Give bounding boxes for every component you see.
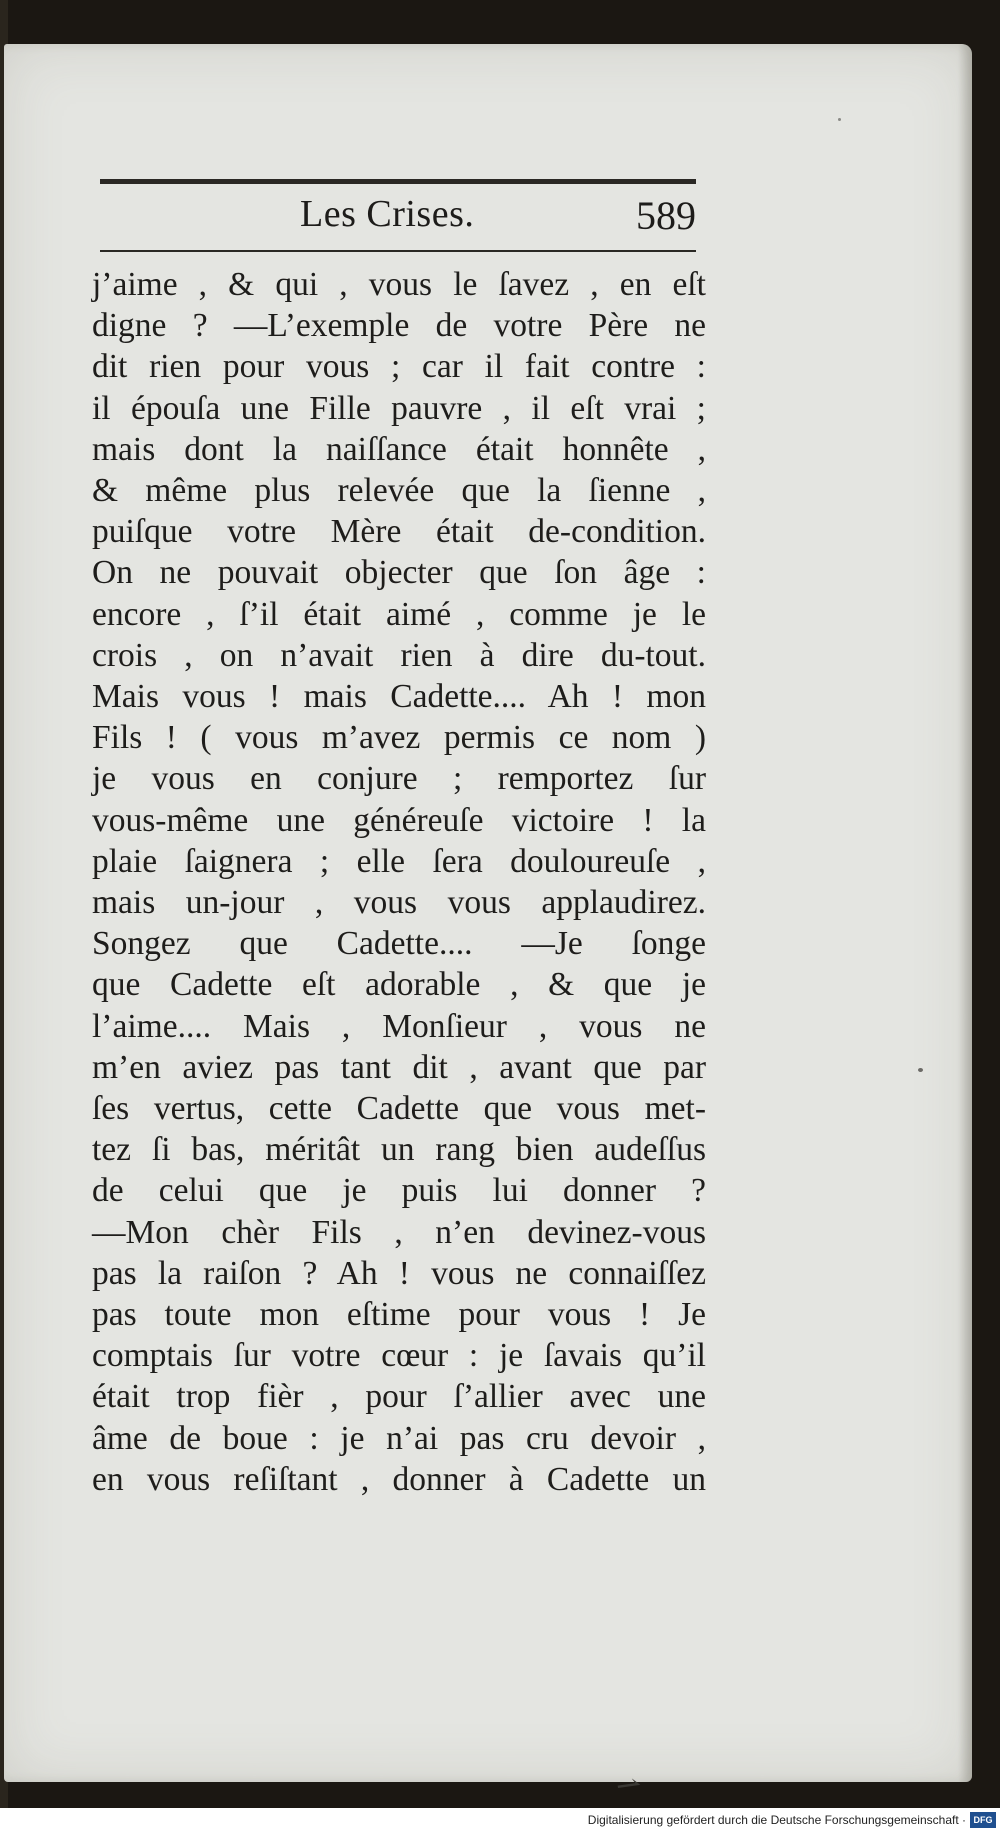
footer-credit: Digitalisierung gefördert durch die Deutsche Forschungsgemeinschaft · <box>587 1813 966 1827</box>
header-rule-bottom <box>100 250 696 252</box>
page-number: 589 <box>636 193 696 238</box>
paper-speck <box>918 1068 923 1072</box>
text-line: puiſque votre Mère était de-condition. <box>92 513 706 551</box>
text-line: digne ? —L’exemple de votre Père ne <box>92 307 706 345</box>
text-line: ſes vertus, cette Cadette que vous met- <box>92 1090 706 1128</box>
text-line: l’aime.... Mais , Monſieur , vous ne <box>92 1007 706 1045</box>
text-line: vous-même une généreuſe victoire ! la <box>92 801 706 839</box>
text-line: encore , ſ’il était aimé , comme je le <box>92 595 706 633</box>
text-line: âme de boue : je n’ai pas cru devoir , <box>92 1419 706 1457</box>
text-line: Songez que Cadette.... —Je ſonge <box>92 925 706 963</box>
text-line: tez ſi bas, méritât un rang bien audeſſus <box>92 1131 706 1169</box>
text-line: je vous en conjure ; remportez ſur <box>92 760 706 798</box>
digitization-footer <box>0 1808 1000 1835</box>
text-line: j’aime , & qui , vous le ſavez , en eſt <box>92 266 706 303</box>
text-line: Mais vous ! mais Cadette.... Ah ! mon <box>92 678 706 716</box>
ink-mark: ⇀ <box>613 1767 644 1804</box>
dfg-logo-icon: DFG <box>970 1812 996 1828</box>
header-rule-top <box>100 179 696 184</box>
text-line: mais dont la naiſſance était honnête , <box>92 430 706 468</box>
text-line: que Cadette eſt adorable , & que je <box>92 966 706 1004</box>
text-line: dit rien pour vous ; car il fait contre : <box>92 348 706 386</box>
text-line: pas toute mon eſtime pour vous ! Je <box>92 1296 706 1334</box>
text-line: était trop fièr , pour ſ’allier avec une <box>92 1378 706 1416</box>
text-line: de celui que je puis lui donner ? <box>92 1172 706 1210</box>
running-head-title: Les Crises. <box>300 193 475 235</box>
text-line: On ne pouvait objecter que ſon âge : <box>92 554 706 592</box>
text-line: —Mon chèr Fils , n’en devinez-vous <box>92 1213 706 1251</box>
text-line: Fils ! ( vous m’avez permis ce nom ) <box>92 719 706 757</box>
text-line: en vous reſiſtant , donner à Cadette un <box>92 1460 706 1498</box>
text-line: pas la raiſon ? Ah ! vous ne connaiſſez <box>92 1254 706 1292</box>
running-head <box>100 192 696 244</box>
text-line: crois , on n’avait rien à dire du-tout. <box>92 636 706 674</box>
body-text <box>92 264 706 1500</box>
text-line: m’en aviez pas tant dit , avant que par <box>92 1048 706 1086</box>
paper-speck <box>838 118 841 121</box>
text-line: plaie ſaignera ; elle ſera douloureuſe , <box>92 842 706 880</box>
text-line: il épouſa une Fille pauvre , il eſt vrai ; <box>92 389 706 427</box>
text-line: & même plus relevée que la ſienne , <box>92 472 706 510</box>
text-line: mais un-jour , vous vous applaudirez. <box>92 884 706 922</box>
text-line: comptais ſur votre cœur : je ſavais qu’il <box>92 1337 706 1375</box>
